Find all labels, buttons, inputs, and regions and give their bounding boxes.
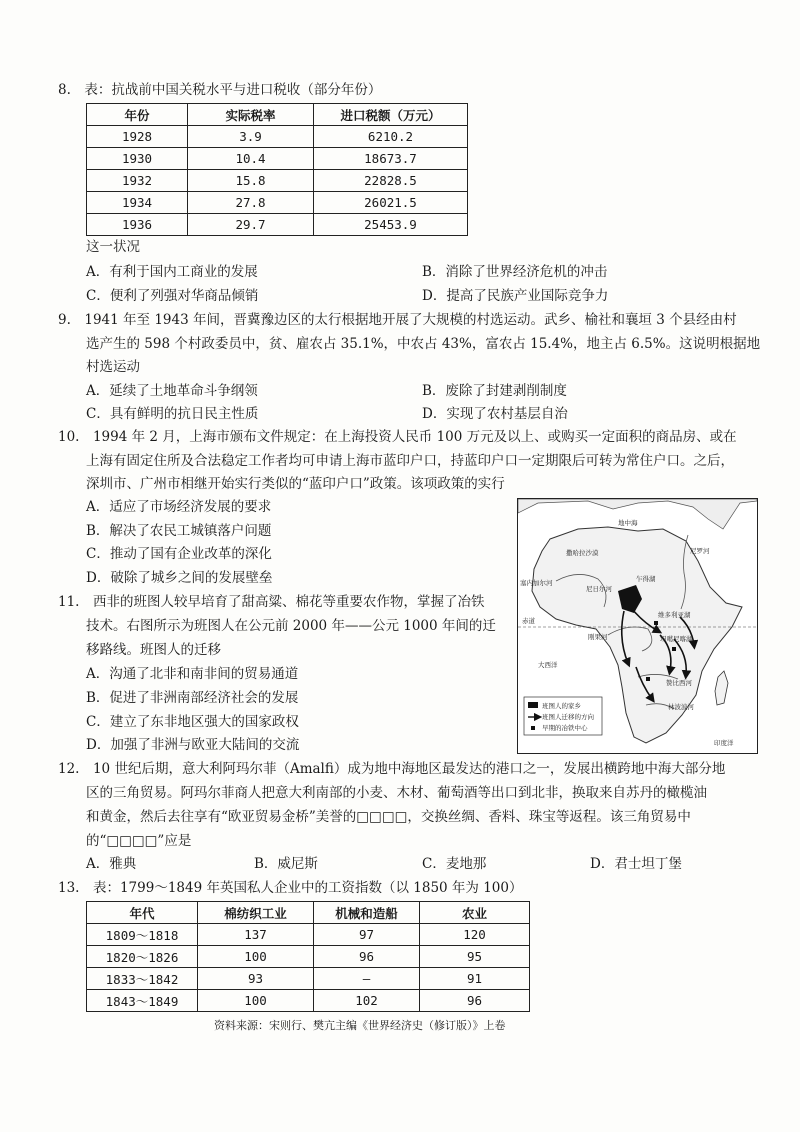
q9-line1: 9. 1941 年至 1943 年间，晋冀豫边区的太行根据地开展了大规模的村选运动。武乡、榆社和襄垣 3 个县经由村 [58, 312, 737, 328]
table-header: 棉纺织工业 [198, 902, 314, 924]
label-niger: 尼日尔河 [586, 585, 612, 593]
q12-option-b[interactable]: B．威尼斯 [254, 856, 318, 872]
q9-option-b[interactable]: B．废除了封建剥削制度 [422, 383, 567, 399]
table-header: 实际税率 [188, 104, 314, 126]
label-equator: 赤道 [522, 617, 535, 625]
table-cell: 22828.5 [314, 170, 468, 192]
table-header: 农业 [420, 902, 530, 924]
table-cell: 26021.5 [314, 192, 468, 214]
table-cell: 120 [420, 924, 530, 946]
table-cell: 29.7 [188, 214, 314, 236]
table-header: 进口税额（万元） [314, 104, 468, 126]
table-cell: 1930 [87, 148, 188, 170]
table-cell: 1932 [87, 170, 188, 192]
q11-option-d[interactable]: D．加强了非洲与欧亚大陆间的交流 [86, 737, 300, 753]
table-cell: 137 [198, 924, 314, 946]
q10-option-c[interactable]: C．推动了国有企业改革的深化 [86, 546, 272, 562]
table-cell: 18673.7 [314, 148, 468, 170]
q9-option-a[interactable]: A．延续了土地革命斗争纲领 [86, 383, 258, 399]
table-cell: 100 [198, 946, 314, 968]
table-cell: 93 [198, 968, 314, 990]
q9-line2: 选产生的 598 个村政委员中，贫、雇农占 35.1%，中农占 43%，富农占 15.4%，地主占 6.5%。这说明根据地 [86, 336, 761, 352]
q8-option-c[interactable]: C．便利了列强对华商品倾销 [86, 288, 259, 304]
q8-option-a[interactable]: A．有利于国内工商业的发展 [86, 264, 258, 280]
table-cell: 25453.9 [314, 214, 468, 236]
q10-line1: 10. 1994 年 2 月，上海市颁布文件规定：在上海投资人民币 100 万元及以上、或购买一定面积的商品房、或在 [58, 429, 737, 445]
table-cell: 102 [314, 990, 420, 1012]
legend-homeland-swatch [528, 702, 538, 708]
table-cell: 3.9 [188, 126, 314, 148]
label-zambezi: 赞比西河 [666, 679, 692, 687]
q12-option-c[interactable]: C．麦地那 [422, 856, 487, 872]
table-cell: 97 [314, 924, 420, 946]
q12-option-d[interactable]: D．君士坦丁堡 [590, 856, 682, 872]
table-cell: 91 [420, 968, 530, 990]
legend-migration: 班图人迁移的方向 [542, 713, 594, 721]
q12-line3: 和黄金，然后去往享有“欧亚贸易金桥”美誉的□□□□，交换丝绸、香料、珠宝等返程。该三角贸易中 [86, 809, 691, 825]
q12-line4: 的“□□□□”应是 [86, 833, 192, 849]
table-cell: 1936 [87, 214, 188, 236]
table-header: 年份 [87, 104, 188, 126]
q8-table [86, 103, 468, 236]
legend-homeland: 班图人的家乡 [542, 702, 581, 710]
q10-option-d[interactable]: D．破除了城乡之间的发展壁垒 [86, 570, 273, 586]
label-tanganyika: 坦噶尼喀湖 [660, 635, 693, 643]
table-cell: 27.8 [188, 192, 314, 214]
q11-line2: 技术。右图所示为班图人在公元前 2000 年——公元 1000 年间的迁 [86, 618, 496, 634]
q12-line1: 12. 10 世纪后期，意大利阿玛尔菲（Amalfi）成为地中海地区最发达的港口之一，发展出横跨地中海大部分地 [58, 761, 726, 777]
q11-line3: 移路线。班图人的迁移 [86, 642, 221, 658]
q11-option-a[interactable]: A．沟通了北非和南非间的贸易通道 [86, 666, 299, 682]
iron-center-marker [672, 647, 676, 651]
q8-option-b[interactable]: B．消除了世界经济危机的冲击 [422, 264, 608, 280]
table-cell: 1809～1818 [87, 924, 198, 946]
table-header-row [87, 104, 468, 126]
q12-option-a[interactable]: A．雅典 [86, 856, 137, 872]
q12-line2: 区的三角贸易。阿玛尔菲商人把意大利南部的小麦、木材、葡萄酒等出口到北非，换取来自苏丹的橄榄油 [86, 785, 707, 801]
q13-table [86, 901, 530, 1012]
iron-center-marker [654, 621, 658, 625]
table-row [87, 126, 468, 148]
q9-line3: 村选运动 [86, 359, 140, 375]
table-row [87, 946, 530, 968]
table-cell: 1843～1849 [87, 990, 198, 1012]
table-cell: 1928 [87, 126, 188, 148]
table-cell: 100 [198, 990, 314, 1012]
table-row [87, 968, 530, 990]
table-row [87, 214, 468, 236]
table-row [87, 170, 468, 192]
q10-option-a[interactable]: A．适应了市场经济发展的要求 [86, 499, 272, 515]
table-row [87, 924, 530, 946]
label-senegal: 塞内加尔河 [520, 579, 553, 587]
table-cell: 6210.2 [314, 126, 468, 148]
q9-option-c[interactable]: C．具有鲜明的抗日民主性质 [86, 406, 259, 422]
table-cell: 96 [314, 946, 420, 968]
eurasia-coast [518, 499, 757, 529]
label-limpopo: 林波波河 [668, 703, 694, 711]
table-header: 机械和造船 [314, 902, 420, 924]
q8-stem: 8. 表：抗战前中国关税水平与进口税收（部分年份） [58, 82, 382, 98]
q10-line3: 深圳市、广州市相继开始实行类似的“蓝印户口”政策。该项政策的实行 [86, 476, 505, 492]
iron-center-marker [646, 677, 650, 681]
label-chad: 乍得湖 [636, 575, 656, 583]
table-cell: 10.4 [188, 148, 314, 170]
table-cell: 15.8 [188, 170, 314, 192]
table-header-row [87, 902, 530, 924]
table-cell: 1833～1842 [87, 968, 198, 990]
legend-iron: 早期的冶铁中心 [542, 724, 588, 732]
label-nile: 尼罗河 [690, 547, 710, 555]
label-sahara: 撒哈拉沙漠 [566, 549, 599, 557]
table-row [87, 192, 468, 214]
q11-line1: 11. 西非的班图人较早培育了甜高粱、棉花等重要农作物，掌握了冶铁 [58, 594, 485, 610]
madagascar [715, 671, 728, 705]
label-atlantic: 大西洋 [538, 661, 558, 669]
table-cell: 96 [420, 990, 530, 1012]
label-mediterranean: 地中海 [618, 519, 638, 527]
legend-iron-swatch [531, 726, 535, 730]
q11-option-b[interactable]: B．促进了非洲南部经济社会的发展 [86, 690, 299, 706]
q10-line2: 上海有固定住所及合法稳定工作者均可申请上海市蓝印户口，持蓝印户口一定期限后可转为常住户口。之后， [86, 453, 734, 469]
q8-after: 这一状况 [86, 239, 140, 255]
q13-source: 资料来源：宋则行、樊亢主编《世界经济史（修订版）》上卷 [214, 1019, 506, 1032]
table-cell: 95 [420, 946, 530, 968]
q9-option-d[interactable]: D．实现了农村基层自治 [422, 406, 568, 422]
table-header: 年代 [87, 902, 198, 924]
q8-option-d[interactable]: D．提高了民族产业国际竞争力 [422, 288, 609, 304]
table-row [87, 148, 468, 170]
q10-option-b[interactable]: B．解决了农民工城镇落户问题 [86, 523, 272, 539]
table-cell: 1820～1826 [87, 946, 198, 968]
table-row [87, 990, 530, 1012]
label-indian-ocean: 印度洋 [714, 739, 734, 747]
table-cell: 1934 [87, 192, 188, 214]
label-victoria: 维多利亚湖 [658, 611, 691, 619]
label-congo: 刚果河 [588, 633, 608, 641]
q13-stem: 13. 表：1799～1849 年英国私人企业中的工资指数（以 1850 年为 100） [58, 880, 523, 896]
q11-option-c[interactable]: C．建立了东非地区强大的国家政权 [86, 714, 299, 730]
table-cell: — [314, 968, 420, 990]
bantu-migration-map [517, 498, 758, 754]
